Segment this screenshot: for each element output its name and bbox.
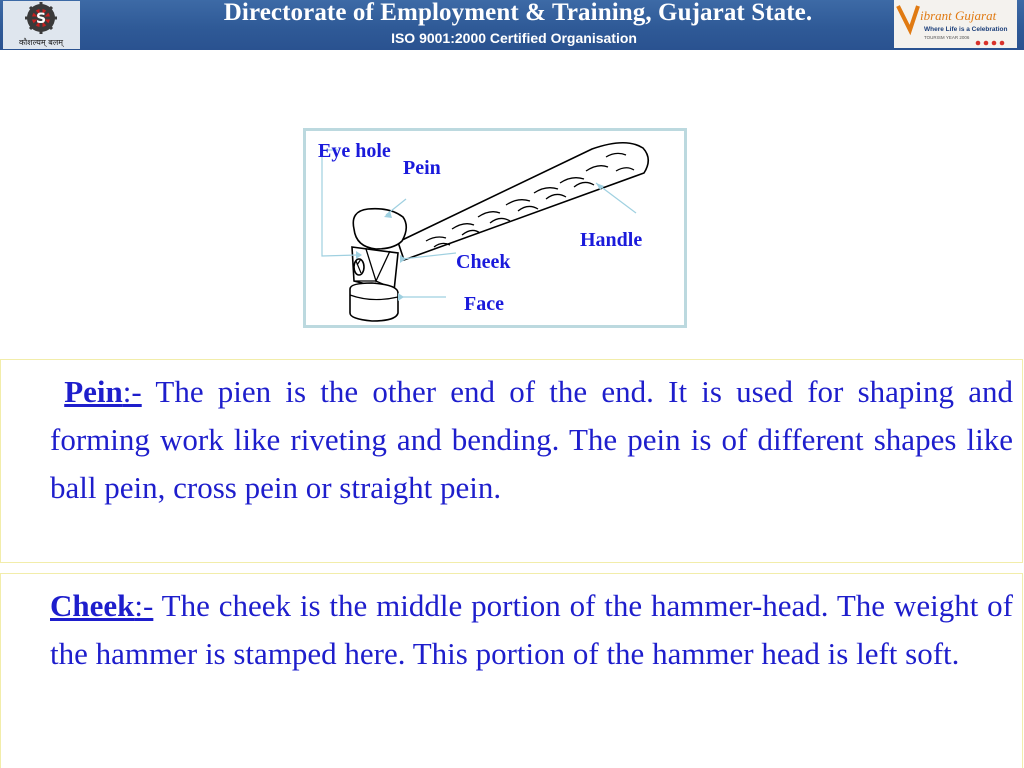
vibrant-gujarat-brand: ibrant Gujarat: [920, 8, 997, 23]
det-logo-caption: कौशल्यम् बलम्: [18, 38, 64, 47]
vibrant-gujarat-year: TOURISM YEAR 2006: [924, 35, 970, 40]
pein-term: Pein: [64, 374, 123, 409]
label-pein: Pein: [403, 157, 441, 179]
pein-description: The pien is the other end of the end. It is used for shaping and forming work like riveting and bending. The pein is of different shapes like ball pein, cross pein or straight pein.: [50, 374, 1013, 505]
pein-separator: :-: [122, 374, 142, 409]
cheek-box: [0, 573, 1023, 768]
svg-text:S: S: [35, 11, 47, 27]
pein-paragraph: [50, 368, 1013, 512]
hammer-diagram: [303, 128, 687, 328]
page-subtitle: ISO 9001:2000 Certified Organisation: [391, 30, 637, 46]
vibrant-gujarat-logo: [894, 0, 1017, 48]
cheek-paragraph: [50, 582, 1013, 678]
header-banner: [0, 0, 1024, 50]
label-handle: Handle: [580, 229, 643, 251]
label-cheek: Cheek: [456, 251, 511, 273]
cheek-description: The cheek is the middle portion of the hammer-head. The weight of the hammer is stamped here. This portion of the hammer head is left soft.: [50, 588, 1013, 671]
cheek-term: Cheek: [50, 588, 135, 623]
label-face: Face: [464, 293, 504, 315]
label-eye-hole: Eye hole: [318, 140, 391, 162]
page-title: Directorate of Employment & Training, Gujarat State.: [223, 0, 813, 26]
vibrant-gujarat-tagline: Where Life is a Celebration: [924, 26, 1008, 33]
pein-box: [0, 359, 1023, 563]
cheek-separator: :-: [134, 588, 154, 623]
